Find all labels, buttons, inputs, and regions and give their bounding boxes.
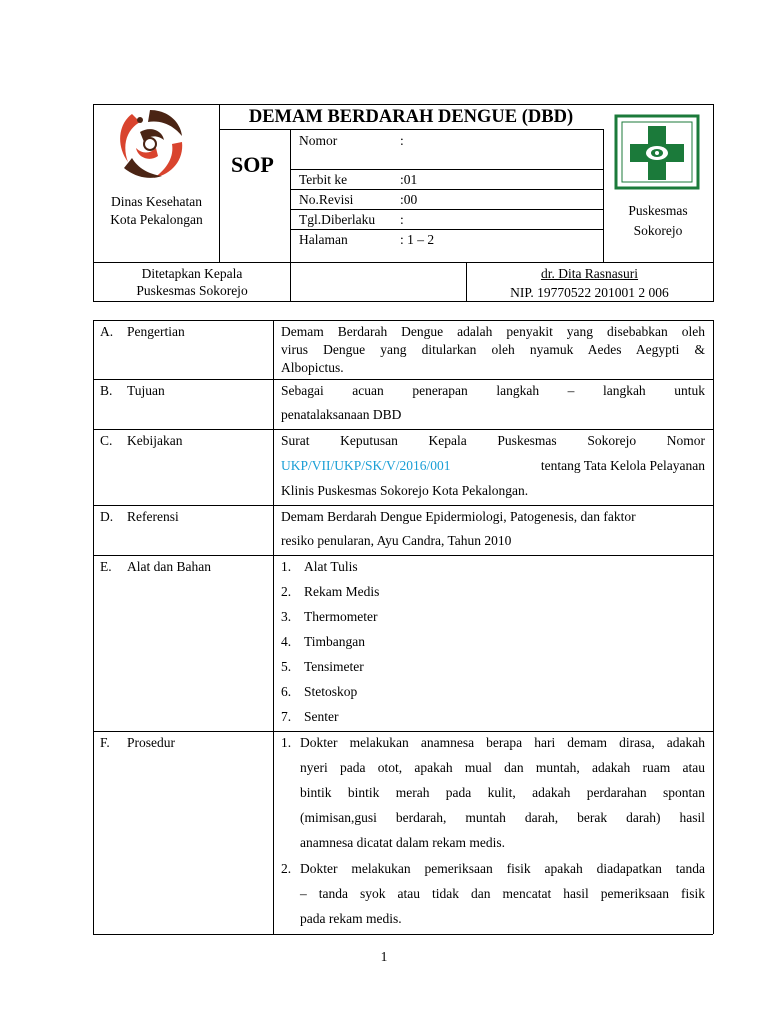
puskesmas-logo-icon [614,114,700,190]
section-d-title: Referensi [127,509,179,524]
section-b-line1: Sebagai acuan penerapan langkah – langkah untuk [281,383,705,398]
list-item-text: Rekam Medis [304,584,380,599]
procedure-step-1-line: anamnesa dicatat dalam rekam medis. [300,835,506,850]
section-a-line2: virus Dengue yang ditularkan oleh nyamuk Aedes Aegypti & [281,342,705,357]
signer-nip: NIP. 19770522 201001 2 006 [510,285,669,300]
list-item [281,583,380,600]
section-d-line1: Demam Berdarah Dengue Epidermiologi, Patogenesis, dan faktor [281,509,636,524]
section-a-letter: A. [100,324,114,339]
meta-halaman-value: : 1 – 2 [400,232,435,247]
meta-terbit-value: :01 [400,172,418,187]
section-a-title: Pengertian [127,324,185,339]
list-item-text: Thermometer [304,609,378,624]
policy-number-link[interactable]: UKP/VII/UKP/SK/V/2016/001 [281,458,451,473]
section-d-letter: D. [100,509,114,524]
list-item-text: Timbangan [304,634,366,649]
document-title: DEMAM BERDARAH DENGUE (DBD) [248,107,574,127]
section-d-line2: resiko penularan, Ayu Candra, Tahun 2010 [281,533,512,548]
list-item-text: Senter [304,709,339,724]
list-item [281,708,339,725]
section-a-line1: Demam Berdarah Dengue adalah penyakit yang disebabkan oleh [281,324,705,339]
section-e-letter: E. [100,559,112,574]
list-item-number: 6. [281,684,292,699]
list-item [281,633,366,650]
list-item-number: 7. [281,709,292,724]
sop-label: SOP [231,152,274,177]
list-item-text: Tensimeter [304,659,364,674]
established-line2: Puskesmas Sokorejo [136,283,248,298]
list-item [281,608,378,625]
meta-tgl-value: : [400,212,404,227]
list-item-number: 2. [281,584,292,599]
procedure-step-2-line: – tanda syok atau tidak dan mencatat hasil pemeriksaan fisik [300,886,705,901]
procedure-step-1-line: (mimisan,gusi berdarah, muntah darah, berak darah) hasil [300,810,705,825]
left-org-line2: Kota Pekalongan [110,212,203,227]
meta-revisi-value: :00 [400,192,418,207]
procedure-step-1-number: 1. [281,735,292,750]
right-org-line1: Puskesmas [628,203,688,218]
right-org-line2: Sokorejo [633,223,683,238]
list-item-number: 4. [281,634,292,649]
meta-nomor-value: : [400,133,404,148]
section-c-line1: Surat Keputusan Kepala Puskesmas Sokorejo Nomor [281,433,705,448]
section-a-line3: Albopictus. [281,360,344,375]
page-number: 1 [380,949,388,964]
established-line1: Ditetapkan Kepala [141,266,243,281]
section-b-title: Tujuan [127,383,165,398]
dinas-kesehatan-logo-icon [110,106,190,182]
section-c-title: Kebijakan [127,433,183,448]
section-c-line2-rest: tentang Tata Kelola Pelayanan [540,458,705,473]
procedure-step-1-line: Dokter melakukan anamnesa berapa hari demam dirasa, adakah [300,735,705,750]
procedure-step-1-line: bintik bintik merah pada kulit, adakah perdarahan spontan [300,785,705,800]
list-item-number: 3. [281,609,292,624]
signer-name: dr. Dita Rasnasuri [540,266,639,281]
meta-tgl-label: Tgl.Diberlaku [299,212,376,227]
list-item-text: Stetoskop [304,684,358,699]
section-f-letter: F. [100,735,110,750]
left-org-line1: Dinas Kesehatan [110,194,203,209]
meta-revisi-label: No.Revisi [299,192,354,207]
list-item [281,658,364,675]
list-item-text: Alat Tulis [304,559,358,574]
meta-nomor-label: Nomor [299,133,338,148]
list-item-number: 5. [281,659,292,674]
meta-terbit-label: Terbit ke [299,172,348,187]
section-b-letter: B. [100,383,113,398]
procedure-step-2-line: Dokter melakukan pemeriksaan fisik apakah diadapatkan tanda [300,861,705,876]
list-item [281,558,358,575]
section-c-line3: Klinis Puskesmas Sokorejo Kota Pekalongan. [281,483,529,498]
section-c-letter: C. [100,433,113,448]
section-e-title: Alat dan Bahan [127,559,211,574]
procedure-step-1-line: nyeri pada otot, apakah mual dan muntah, adakah ruam atau [300,760,705,775]
procedure-step-2-line: pada rekam medis. [300,911,402,926]
section-b-line2: penatalaksanaan DBD [281,407,402,422]
list-item [281,683,358,700]
meta-halaman-label: Halaman [299,232,348,247]
section-f-title: Prosedur [127,735,175,750]
list-item-number: 1. [281,559,292,574]
procedure-step-2-number: 2. [281,861,292,876]
